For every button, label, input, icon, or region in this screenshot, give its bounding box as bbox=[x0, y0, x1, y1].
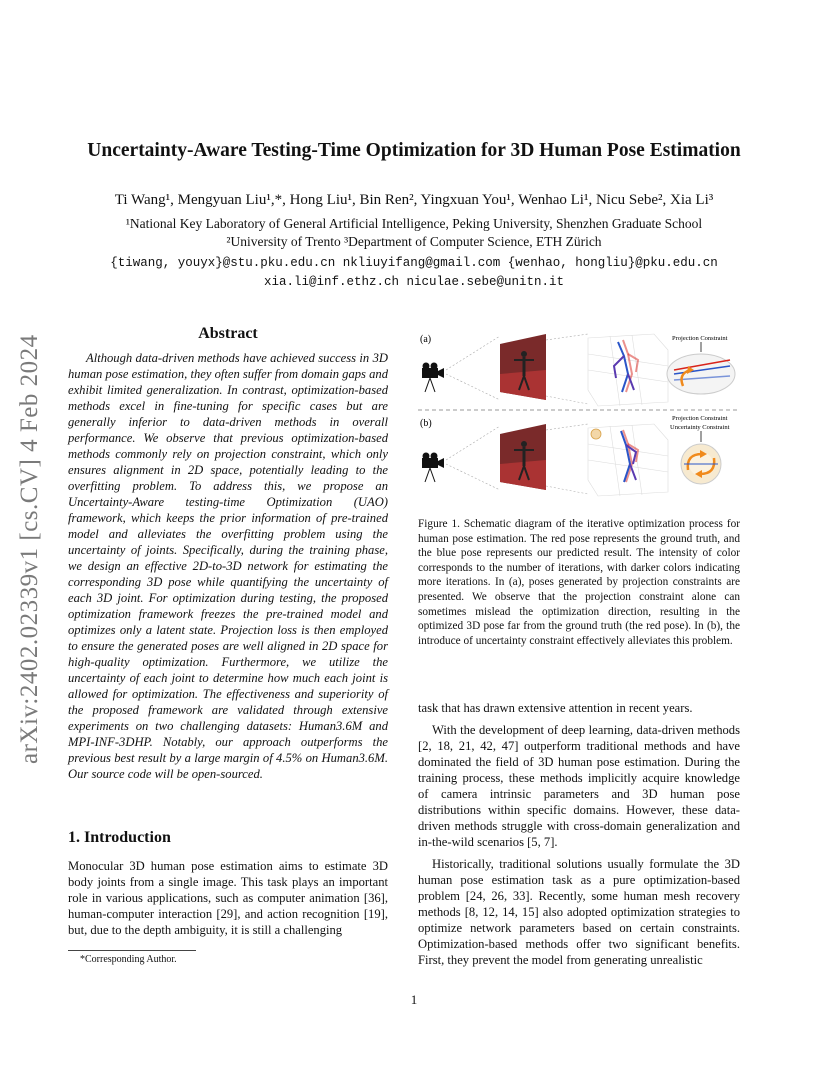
right-paragraph-2: With the development of deep learning, data-driven methods [2, 18, 21, 42, 47] outperform traditional methods and have dominated the field of 3D human pose estimation. During the training process, these methods implicitly acquire knowledge of camera intrinsic parameters and 3D human pose distributions within specific domains. However, these data-driven methods struggle with cross-domain generalization and in-the-wild scenarios [5, 7]. bbox=[418, 723, 740, 849]
fig-label-a: (a) bbox=[420, 334, 432, 345]
figure-1 bbox=[418, 330, 740, 500]
camera-icon bbox=[422, 453, 444, 483]
right-paragraph-3: Historically, traditional solutions usually formulate the 3D human pose estimation task as a pure optimization-based problem [24, 26, 33]. Recently, some human mesh recovery methods [8, 12, 14, 15] also adopted optimization strategies to optimize network parameters based on certain constraints. Optimization-based methods offer two significant benefits. First, they prevent the model from generating unrealistic bbox=[418, 857, 740, 967]
emails-line-1: {tiwang, youyx}@stu.pku.edu.cn nkliuyifang@gmail.com {wenhao, hongliu}@pku.edu.cn bbox=[110, 256, 718, 270]
author-list: Ti Wang¹, Mengyuan Liu¹,*, Hong Liu¹, Bin Ren², Yingxuan You¹, Wenhao Li¹, Nicu Sebe², Xia Li³ bbox=[114, 192, 714, 208]
fig-label-b: (b) bbox=[420, 418, 432, 429]
paper-title: Uncertainty-Aware Testing-Time Optimization for 3D Human Pose Estimation bbox=[87, 140, 741, 161]
intro-body bbox=[68, 858, 388, 938]
abstract-body bbox=[68, 350, 388, 782]
projection-constraint-label-a: Projection Constraint bbox=[672, 335, 728, 342]
emails-line-2: xia.li@inf.ethz.ch niculae.sebe@unitn.it bbox=[263, 275, 565, 289]
right-column-body bbox=[418, 700, 740, 968]
constraint-panel-a bbox=[667, 354, 735, 394]
figure-caption bbox=[418, 517, 740, 648]
page-number: 1 bbox=[410, 992, 418, 1007]
arxiv-id: arXiv:2402.02339v1 [cs.CV] 4 Feb 2024 bbox=[16, 334, 43, 764]
abstract-text: Although data-driven methods have achieved success in 3D human pose estimation, they often suffer from domain gaps and exhibit limited generalization. In contrast, optimization-based methods excel in fine-tuning for specific cases but are generally inferior to data-driven methods in overall performance. We observe that previous optimization-based methods commonly rely on projection constraint, which only ensures alignment in 2D space, potentially leading to the overfitting problem. To address this, we propose an Uncertainty-Aware testing-time Optimization (UAO) framework, which keeps the prior information of pre-trained model and alleviates the overfitting problem using the uncertainty of joints. Specifically, during the training phase, we design an effective 2D-to-3D network for estimating the corresponding 3D pose while quantifying the uncertainty of each 3D joint. For optimization during testing, the proposed optimization framework freezes the pre-trained model and optimizes only a latent state. Projection loss is then employed to ensure the generated poses are well aligned in 2D space for high-quality optimization. Furthermore, we utilize the uncertainty of each joint to determine how much each joint is allowed for optimization. The effectiveness and superiority of the proposed framework are validated through extensive experiments on two challenging datasets: Human3.6M and MPI-INF-3DHP. Notably, our approach outperforms the previous best result by a large margin of 4.5% on Human3.6M. Our source code will be open-sourced. bbox=[68, 351, 388, 781]
abstract-heading: Abstract bbox=[198, 325, 258, 342]
uncertainty-constraint-label: Uncertainty Constraint bbox=[670, 424, 730, 431]
right-paragraph-1: task that has drawn extensive attention in recent years. bbox=[418, 701, 693, 715]
camera-icon bbox=[422, 363, 444, 393]
pose-a bbox=[614, 340, 638, 392]
constraint-panel-b bbox=[681, 444, 721, 484]
intro-paragraph-1: Monocular 3D human pose estimation aims to estimate 3D body joints from a single image. This task plays an important role in various applications, such as computer animation [36], human-computer interaction [29], and action recognition [19], but, due to the depth ambiguity, it is still a challenging bbox=[68, 859, 388, 937]
caption-text: Figure 1. Schematic diagram of the iterative optimization process for human pose estimation. The red pose represents the ground truth, and the blue pose represents our predicted result. The intensity of color corresponds to the number of iterations, with darker colors indicating more iterations. In (a), poses generated by projection constraints are presented. We observe that the projection constraint alone can sometimes mislead the optimization direction, resulting in the optimized 3D pose far from the ground truth (the red pose). In (b), the introduce of uncertainty constraint effectively alleviates this problem. bbox=[418, 518, 740, 647]
section-heading: 1. Introduction bbox=[68, 829, 171, 846]
input-image-a bbox=[500, 334, 546, 400]
projection-constraint-label-b: Projection Constraint bbox=[672, 415, 728, 422]
footnote-rule bbox=[68, 950, 196, 951]
input-image-b bbox=[500, 424, 546, 490]
affiliation-2: ²University of Trento ³Department of Computer Science, ETH Zürich bbox=[226, 234, 602, 249]
affiliation-1: ¹National Key Laboratory of General Artificial Intelligence, Peking University, Shenzhen Graduate School bbox=[125, 216, 703, 231]
footnote: *Corresponding Author. bbox=[80, 954, 177, 965]
